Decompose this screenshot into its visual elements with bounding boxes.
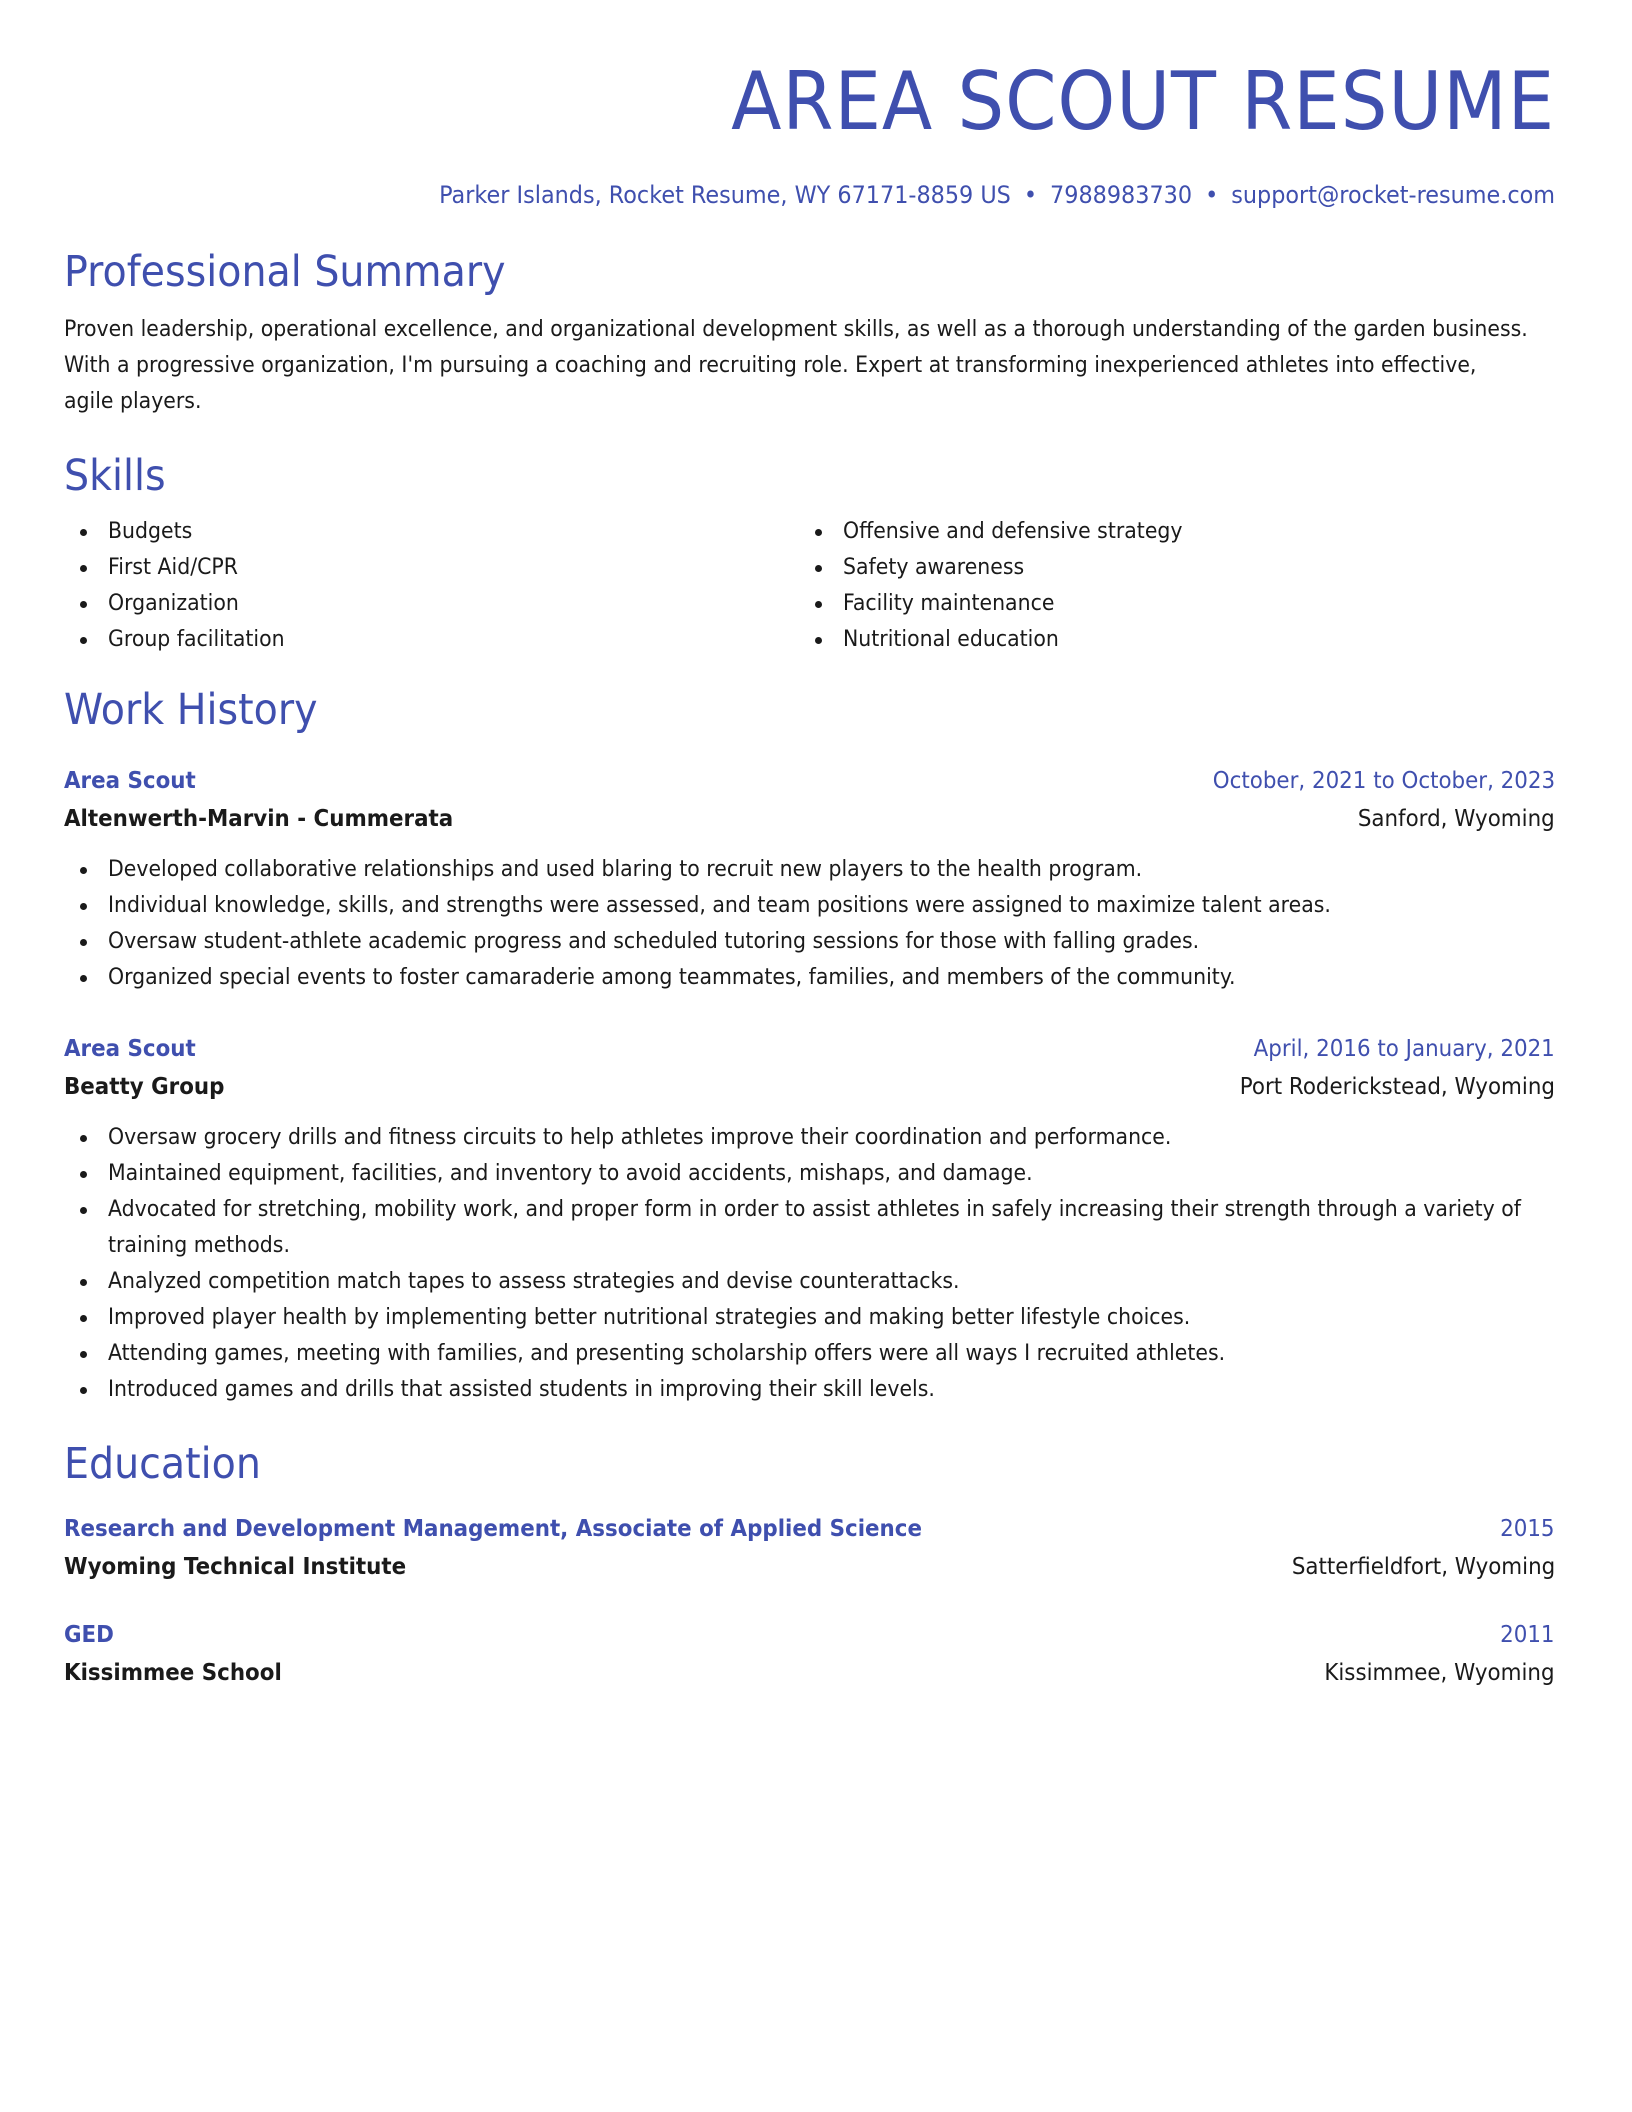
skills-grid	[64, 514, 1555, 658]
education-heading: Education	[64, 1439, 261, 1489]
job-entry	[64, 762, 1555, 996]
job-entry	[64, 1030, 1555, 1408]
job-bullet: Oversaw student-athlete academic progress and scheduled tutoring sessions for those with falling grades.	[64, 924, 1555, 960]
education-school: Wyoming Technical Institute	[64, 1554, 407, 1580]
skill-item: Facility maintenance	[799, 586, 1534, 622]
job-dates: October, 2021 to October, 2023	[1212, 768, 1555, 794]
summary-line: agile players.	[64, 389, 202, 414]
job-bullets	[64, 1120, 1555, 1408]
education-location: Satterfieldfort, Wyoming	[1291, 1554, 1555, 1580]
job-bullet: Improved player health by implementing better nutritional strategies and making better lifestyle choices.	[64, 1300, 1555, 1336]
contact-email[interactable]: support@rocket-resume.com	[1231, 181, 1555, 209]
summary-body	[64, 312, 1555, 420]
job-bullet: Maintained equipment, facilities, and inventory to avoid accidents, mishaps, and damage.	[64, 1156, 1555, 1192]
skill-item: Offensive and defensive strategy	[799, 514, 1534, 550]
job-bullet: Advocated for stretching, mobility work, and proper form in order to assist athletes in safely increasing their strength through a variety of training methods.	[64, 1192, 1555, 1264]
education-school: Kissimmee School	[64, 1660, 282, 1686]
education-header-row	[64, 1510, 1555, 1548]
job-bullet: Developed collaborative relationships and used blaring to recruit new players to the health program.	[64, 852, 1555, 888]
summary-line: Proven leadership, operational excellence, and organizational development skills, as well as a thorough understanding of the garden business.	[64, 317, 1528, 342]
job-company: Altenwerth-Marvin - Cummerata	[64, 806, 454, 832]
education-year: 2015	[1500, 1516, 1555, 1542]
job-dates: April, 2016 to January, 2021	[1253, 1036, 1555, 1062]
job-location: Port Roderickstead, Wyoming	[1239, 1074, 1555, 1100]
job-role: Area Scout	[64, 1036, 196, 1062]
job-header-row	[64, 762, 1555, 800]
education-header-row	[64, 1616, 1555, 1654]
contact-line	[168, 178, 1555, 212]
summary-heading: Professional Summary	[64, 247, 506, 297]
education-entry	[64, 1616, 1555, 1692]
skill-item: Organization	[64, 586, 799, 622]
job-bullet: Attending games, meeting with families, and presenting scholarship offers were all ways I recruited athletes.	[64, 1336, 1555, 1372]
job-bullet: Organized special events to foster camaraderie among teammates, families, and members of the community.	[64, 960, 1555, 996]
skill-item: Budgets	[64, 514, 799, 550]
skill-item: First Aid/CPR	[64, 550, 799, 586]
job-bullet: Introduced games and drills that assisted students in improving their skill levels.	[64, 1372, 1555, 1408]
work-history-heading: Work History	[64, 685, 318, 735]
skill-item: Nutritional education	[799, 622, 1534, 658]
contact-phone[interactable]: 7988983730	[1050, 181, 1193, 209]
job-bullet: Oversaw grocery drills and fitness circuits to help athletes improve their coordination and performance.	[64, 1120, 1555, 1156]
job-header-row	[64, 1030, 1555, 1068]
summary-line: With a progressive organization, I'm pursuing a coaching and recruiting role. Expert at transforming inexperienced athletes into effective,	[64, 353, 1477, 378]
contact-address: Parker Islands, Rocket Resume, WY 67171-8859 US	[439, 181, 1011, 209]
education-school-row	[64, 1548, 1555, 1586]
skills-column-left	[64, 514, 799, 658]
job-company: Beatty Group	[64, 1074, 225, 1100]
skill-item: Safety awareness	[799, 550, 1534, 586]
job-bullets	[64, 852, 1555, 996]
job-company-row	[64, 800, 1555, 838]
job-location: Sanford, Wyoming	[1358, 806, 1555, 832]
job-role: Area Scout	[64, 768, 196, 794]
education-entry	[64, 1510, 1555, 1586]
resume-page	[64, 0, 1555, 1692]
skills-heading: Skills	[64, 451, 166, 501]
resume-title: AREA SCOUT RESUME	[731, 55, 1555, 148]
education-location: Kissimmee, Wyoming	[1324, 1660, 1555, 1686]
job-bullet: Individual knowledge, skills, and strengths were assessed, and team positions were assigned to maximize talent areas.	[64, 888, 1555, 924]
education-degree: GED	[64, 1622, 114, 1648]
skill-item: Group facilitation	[64, 622, 799, 658]
job-bullet: Analyzed competition match tapes to assess strategies and devise counterattacks.	[64, 1264, 1555, 1300]
education-year: 2011	[1500, 1622, 1555, 1648]
education-degree: Research and Development Management, Associate of Applied Science	[64, 1516, 922, 1542]
contact-separator: •	[1023, 181, 1038, 209]
education-school-row	[64, 1654, 1555, 1692]
contact-separator: •	[1205, 181, 1219, 209]
skills-column-right	[799, 514, 1534, 658]
job-company-row	[64, 1068, 1555, 1106]
